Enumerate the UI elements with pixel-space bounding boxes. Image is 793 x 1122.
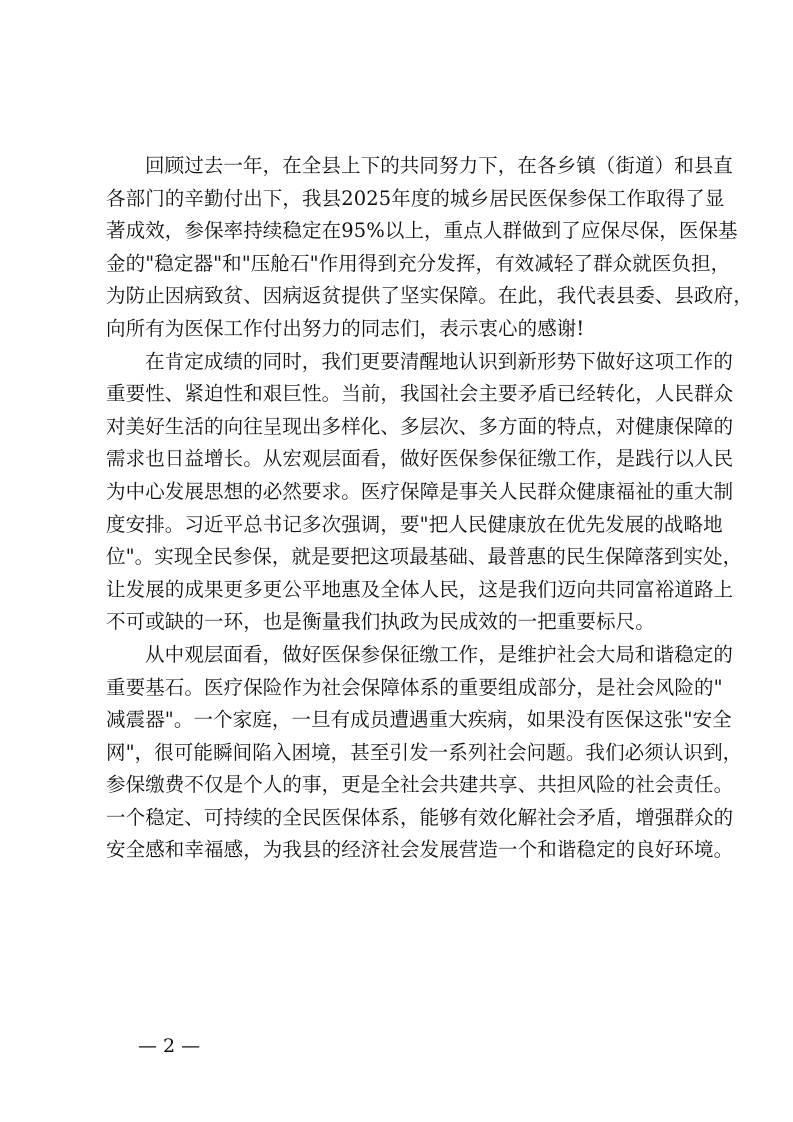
- paragraph-1-line-1: 回顾过去一年，在全县上下的共同努力下，在各乡镇（街道）和县直: [145, 154, 734, 177]
- document-body: [106, 150, 753, 867]
- paragraph-2-line-4: 需求也日益增长。从宏观层面看，做好医保参保征缴工作，是践行以人民: [106, 447, 734, 471]
- paragraph-1-line-5: 为防止因病致贫、因病返贫提供了坚实保障。在此，我代表县委、县政府，: [106, 284, 753, 308]
- paragraph-1-line-4: 金的"稳定器"和"压舱石"作用得到充分发挥，有效减轻了群众就医负担，: [106, 251, 731, 275]
- paragraph-1-line-2: 各部门的辛勤付出下，我县2025年度的城乡居民医保参保工作取得了显: [106, 186, 725, 210]
- paragraph-3-line-2: 重要基石。医疗保险作为社会保障体系的重要组成部分，是社会风险的": [106, 675, 723, 699]
- paragraph-3-line-7: 安全感和幸福感，为我县的经济社会发展营造一个和谐稳定的良好环境。: [106, 838, 734, 862]
- paragraph-2-line-7: 位"。实现全民参保，就是要把这项最基础、最普惠的民生保障落到实处，: [106, 545, 743, 569]
- paragraph-3-line-3: 减震器"。一个家庭，一旦有成员遭遇重大疾病，如果没有医保这张"安全: [106, 708, 732, 732]
- paragraph-2-line-1: 在肯定成绩的同时，我们更要清醒地认识到新形势下做好这项工作的: [145, 349, 734, 373]
- paragraph-3-line-6: 一个稳定、可持续的全民医保体系，能够有效化解社会矛盾，增强群众的: [106, 805, 734, 829]
- paragraph-2-line-8: 让发展的成果更多更公平地惠及全体人民，这是我们迈向共同富裕道路上: [106, 577, 734, 601]
- paragraph-2-line-5: 为中心发展思想的必然要求。医疗保障是事关人民群众健康福祉的重大制: [106, 479, 734, 503]
- paragraph-1-line-3: 著成效，参保率持续稳定在95%以上，重点人群做到了应保尽保，医保基: [106, 219, 738, 243]
- paragraph-2-line-2: 重要性、紧迫性和艰巨性。当前，我国社会主要矛盾已经转化，人民群众: [106, 382, 734, 406]
- page-number: — 2 —: [138, 1035, 201, 1057]
- paragraph-2-line-9: 不可或缺的一环，也是衡量我们执政为民成效的一把重要标尺。: [106, 610, 655, 634]
- paragraph-3-line-5: 参保缴费不仅是个人的事，更是全社会共建共享、共担风险的社会责任。: [106, 773, 734, 797]
- paragraph-2-line-3: 对美好生活的向往呈现出多样化、多层次、多方面的特点，对健康保障的: [106, 414, 734, 438]
- paragraph-1-line-6: 向所有为医保工作付出努力的同志们，表示衷心的感谢!: [106, 316, 585, 340]
- paragraph-3-line-4: 网"，很可能瞬间陷入困境，甚至引发一系列社会问题。我们必须认识到，: [106, 740, 743, 764]
- paragraph-2-line-6: 度安排。习近平总书记多次强调，要"把人民健康放在优先发展的战略地: [106, 512, 723, 536]
- paragraph-3-line-1: 从中观层面看，做好医保参保征缴工作，是维护社会大局和谐稳定的: [145, 642, 734, 666]
